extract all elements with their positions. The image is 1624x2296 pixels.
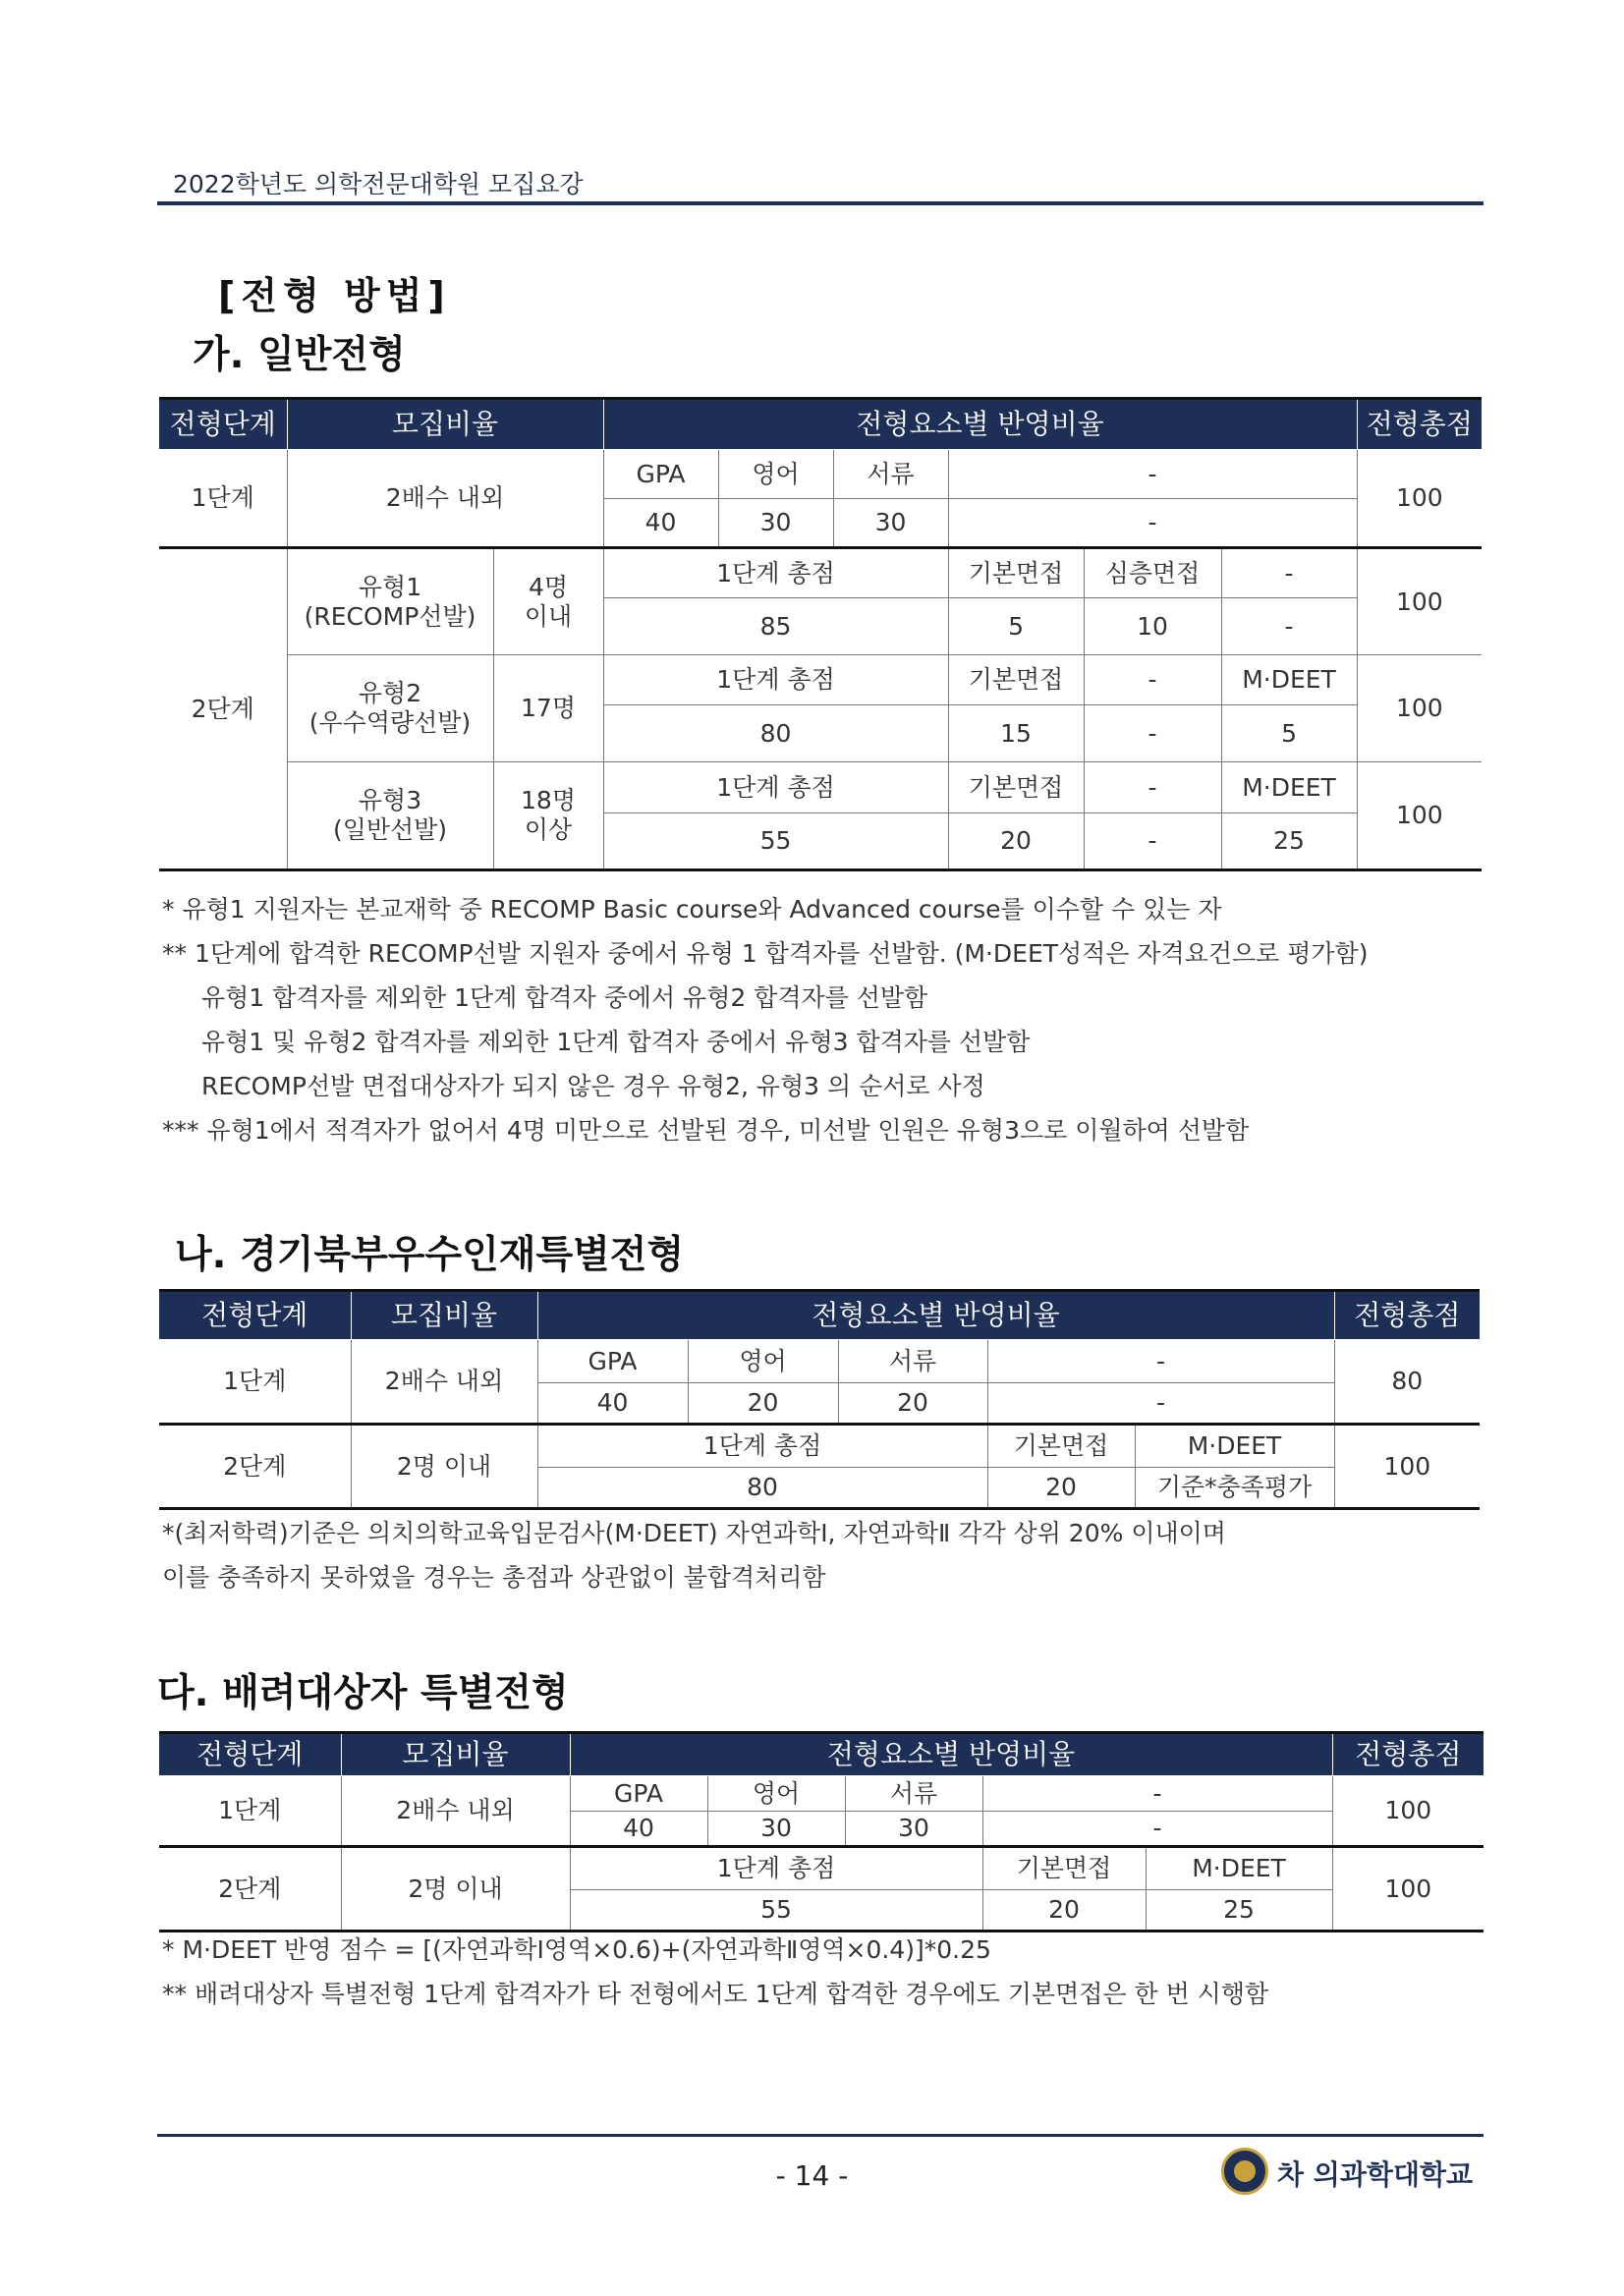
note-ga-2: ** 1단계에 합격한 RECOMP선발 지원자 중에서 유형 1 합격자를 선발함. (M·DEET성적은 자격요건으로 평가함) — [162, 939, 1369, 968]
university-name: 차 의과학대학교 — [1277, 2158, 1474, 2191]
note-na-2: 이를 충족하지 못하였을 경우는 총점과 상관없이 불합격처리함 — [162, 1563, 826, 1592]
section-na-title: 나. 경기북부우수인재특별전형 — [175, 1233, 685, 1277]
weight-label: 서류 — [833, 450, 948, 499]
count-cell — [493, 548, 603, 655]
total-cell: 100 — [1357, 762, 1482, 870]
header-divider — [157, 201, 1484, 205]
weight-value: 기준*충족평가 — [1135, 1468, 1334, 1509]
col-header-weights: 전형요소별 반영비율 — [537, 1291, 1334, 1340]
weight-value: 40 — [537, 1383, 688, 1425]
table-consideration-admission — [159, 1731, 1484, 1932]
weight-label: 서류 — [838, 1340, 987, 1383]
main-heading: [전형 방법] — [218, 274, 451, 317]
page-number: - 14 - — [775, 2159, 849, 2192]
weight-value: 30 — [718, 499, 833, 548]
note-da-2: ** 배려대상자 특별전형 1단계 합격자가 타 전형에서도 1단계 합격한 경우에도 기본면접은 한 번 시행함 — [162, 1980, 1269, 2008]
total-cell: 100 — [1332, 1847, 1484, 1932]
col-header-stage: 전형단계 — [159, 1733, 341, 1776]
ratio-cell: 2배수 내외 — [341, 1776, 570, 1847]
weight-label: - — [1084, 762, 1221, 813]
total-cell: 100 — [1357, 450, 1482, 548]
weight-value: 15 — [948, 705, 1084, 762]
type-desc: (우수역량선발) — [308, 708, 472, 737]
type-name: 유형1 — [358, 572, 422, 601]
note-da-1: * M·DEET 반영 점수 = [(자연과학Ⅰ영역×0.6)+(자연과학Ⅱ영역×0.4)]*0.25 — [162, 1935, 991, 1964]
col-header-total: 전형총점 — [1357, 399, 1482, 450]
ratio-cell: 2배수 내외 — [287, 450, 603, 548]
stage-cell: 2단계 — [159, 548, 287, 870]
col-header-weights: 전형요소별 반영비율 — [603, 399, 1357, 450]
weight-label: - — [1221, 548, 1357, 598]
count-value: 18명 — [521, 786, 576, 814]
weight-label: 1단계 총점 — [603, 655, 948, 705]
weight-value: 30 — [845, 1812, 982, 1847]
weight-label: 영어 — [688, 1340, 838, 1383]
total-cell: 100 — [1332, 1776, 1484, 1847]
weight-value: - — [987, 1383, 1334, 1425]
weight-value: 20 — [838, 1383, 987, 1425]
weight-label: M·DEET — [1221, 655, 1357, 705]
stage-cell: 2단계 — [159, 1425, 351, 1509]
weight-label: - — [948, 450, 1357, 499]
section-ga-title: 가. 일반전형 — [193, 333, 406, 377]
weight-value: 85 — [603, 598, 948, 655]
col-header-total: 전형총점 — [1334, 1291, 1480, 1340]
table-gyeonggi-north-admission — [159, 1289, 1480, 1510]
weight-value: 20 — [987, 1468, 1135, 1509]
weight-value: 25 — [1221, 813, 1357, 870]
col-header-weights: 전형요소별 반영비율 — [570, 1733, 1332, 1776]
count-cell — [493, 762, 603, 870]
total-cell: 100 — [1357, 655, 1482, 762]
weight-label: - — [1084, 655, 1221, 705]
table-general-admission — [159, 397, 1482, 871]
weight-value: - — [982, 1812, 1332, 1847]
weight-value: 55 — [603, 813, 948, 870]
weight-label: 1단계 총점 — [603, 548, 948, 598]
weight-value: 5 — [1221, 705, 1357, 762]
weight-label: 1단계 총점 — [603, 762, 948, 813]
note-ga-4: 유형1 및 유형2 합격자를 제외한 1단계 합격자 중에서 유형3 합격자를 선발함 — [201, 1028, 1031, 1056]
weight-value: 55 — [570, 1890, 982, 1932]
stage-cell: 1단계 — [159, 450, 287, 548]
weight-value: 5 — [948, 598, 1084, 655]
weight-label: M·DEET — [1135, 1425, 1334, 1468]
weight-label: 기본면접 — [948, 655, 1084, 705]
weight-value: 20 — [982, 1890, 1146, 1932]
weight-value: 40 — [570, 1812, 707, 1847]
col-header-ratio: 모집비율 — [341, 1733, 570, 1776]
type-desc: (일반선발) — [332, 815, 448, 844]
stage-cell: 1단계 — [159, 1776, 341, 1847]
stage-cell: 2단계 — [159, 1847, 341, 1932]
note-ga-5: RECOMP선발 면접대상자가 되지 않은 경우 유형2, 유형3 의 순서로 사정 — [201, 1072, 985, 1100]
weight-label: 서류 — [845, 1776, 982, 1812]
col-header-ratio: 모집비율 — [287, 399, 603, 450]
weight-label: 영어 — [718, 450, 833, 499]
note-ga-1: * 유형1 지원자는 본교재학 중 RECOMP Basic course와 Advanced course를 이수할 수 있는 자 — [162, 895, 1222, 924]
type-name: 유형2 — [358, 679, 422, 707]
section-da-title: 다. 배려대상자 특별전형 — [157, 1671, 569, 1715]
weight-label: 기본면접 — [987, 1425, 1135, 1468]
weight-label: GPA — [537, 1340, 688, 1383]
count-value: 4명 — [528, 572, 569, 601]
footer-divider — [157, 2134, 1484, 2137]
weight-value: 25 — [1146, 1890, 1332, 1932]
col-header-total: 전형총점 — [1332, 1733, 1484, 1776]
count-qualifier: 이내 — [524, 601, 573, 631]
type-name: 유형3 — [358, 786, 422, 814]
weight-label: 기본면접 — [948, 548, 1084, 598]
weight-value: 10 — [1084, 598, 1221, 655]
weight-value: - — [1084, 705, 1221, 762]
weight-value: 20 — [948, 813, 1084, 870]
type-cell — [287, 548, 493, 655]
weight-value: 80 — [537, 1468, 987, 1509]
weight-value: - — [948, 499, 1357, 548]
weight-label: - — [987, 1340, 1334, 1383]
count-cell: 17명 — [493, 655, 603, 762]
weight-label: M·DEET — [1146, 1847, 1332, 1890]
col-header-stage: 전형단계 — [159, 1291, 351, 1340]
weight-label: 기본면접 — [948, 762, 1084, 813]
weight-value: - — [1084, 813, 1221, 870]
weight-label: 1단계 총점 — [570, 1847, 982, 1890]
count-qualifier: 이상 — [524, 815, 573, 844]
weight-label: 1단계 총점 — [537, 1425, 987, 1468]
weight-label: GPA — [570, 1776, 707, 1812]
document-header-title: 2022학년도 의학전문대학원 모집요강 — [173, 170, 584, 198]
weight-value: 80 — [603, 705, 948, 762]
note-na-1: *(최저학력)기준은 의치의학교육입문검사(M·DEET) 자연과학Ⅰ, 자연과학Ⅱ 각각 상위 20% 이내이며 — [162, 1519, 1226, 1547]
type-desc: (RECOMP선발) — [304, 601, 476, 631]
weight-value: 20 — [688, 1383, 838, 1425]
weight-label: 영어 — [707, 1776, 845, 1812]
col-header-stage: 전형단계 — [159, 399, 287, 450]
weight-label: M·DEET — [1221, 762, 1357, 813]
weight-label: - — [982, 1776, 1332, 1812]
ratio-cell: 2명 이내 — [341, 1847, 570, 1932]
ratio-cell: 2명 이내 — [351, 1425, 537, 1509]
university-seal-icon — [1221, 2148, 1268, 2195]
weight-label: GPA — [603, 450, 718, 499]
weight-value: 30 — [833, 499, 948, 548]
total-cell: 100 — [1357, 548, 1482, 655]
total-cell: 80 — [1334, 1340, 1480, 1425]
type-cell — [287, 655, 493, 762]
weight-label: 심층면접 — [1084, 548, 1221, 598]
weight-label: 기본면접 — [982, 1847, 1146, 1890]
type-cell — [287, 762, 493, 870]
note-ga-6: *** 유형1에서 적격자가 없어서 4명 미만으로 선발된 경우, 미선발 인원은 유형3으로 이월하여 선발함 — [162, 1116, 1250, 1145]
col-header-ratio: 모집비율 — [351, 1291, 537, 1340]
note-ga-3: 유형1 합격자를 제외한 1단계 합격자 중에서 유형2 합격자를 선발함 — [201, 983, 928, 1012]
total-cell: 100 — [1334, 1425, 1480, 1509]
ratio-cell: 2배수 내외 — [351, 1340, 537, 1425]
weight-value: - — [1221, 598, 1357, 655]
weight-value: 40 — [603, 499, 718, 548]
stage-cell: 1단계 — [159, 1340, 351, 1425]
weight-value: 30 — [707, 1812, 845, 1847]
